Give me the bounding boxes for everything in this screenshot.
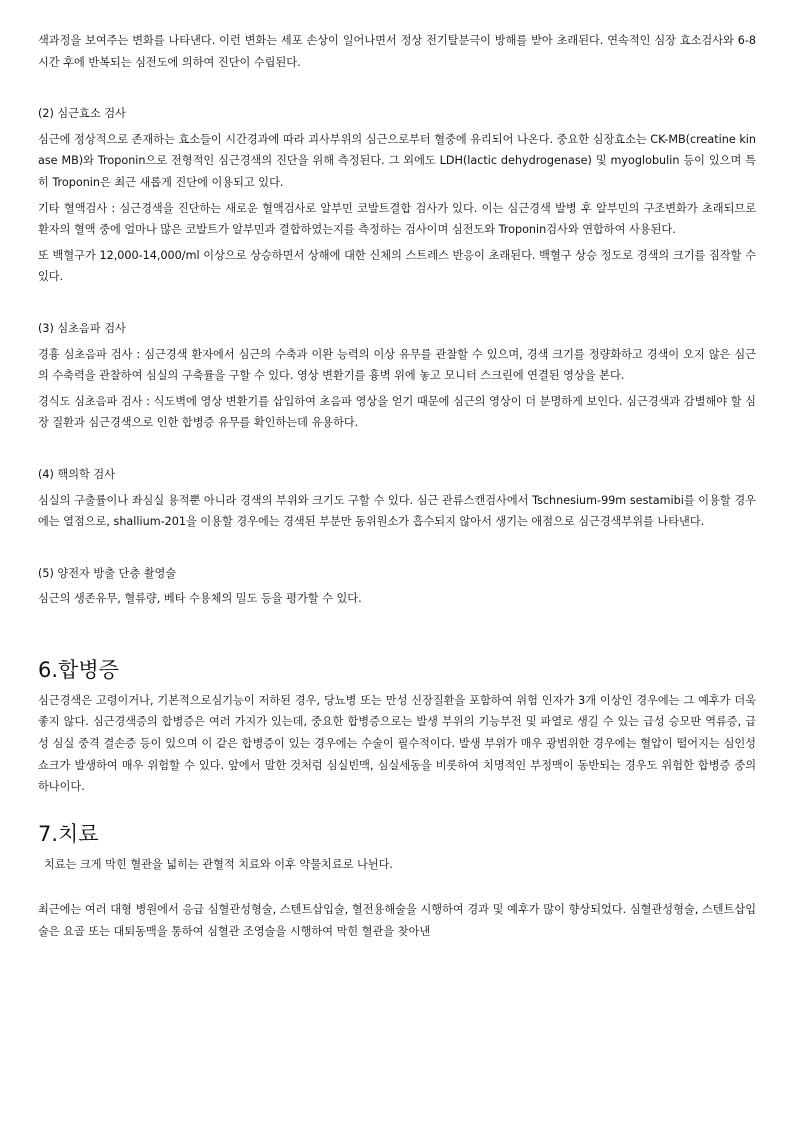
nuclear-test-heading: (4) 핵의학 검사 bbox=[38, 467, 115, 481]
echo-paragraph-2: 경식도 심초음파 검사 : 식도벽에 영상 변환기를 삽입하여 초음파 영상을 얻기 때문에 심근의 영상이 더 분명하게 보인다. 심근경색과 감별해야 할 심장 질환과 심근경색으로 인한 합병증 유무를 확인하는데 유용하다. bbox=[38, 394, 756, 430]
enzyme-paragraph-2: 기타 혈액검사 : 심근경색을 진단하는 새로운 혈액검사로 알부민 코발트결합 검사가 있다. 이는 심근경색 발병 후 알부민의 구조변화가 초래되므로 환자의 혈액 중에 얼마나 많은 코발트가 알부민과 결합하였는지를 측정하는 검사이며 심전도와 Troponin검사와 연합하여 사용된다. bbox=[38, 201, 756, 237]
pet-paragraph: 심근의 생존유무, 혈류량, 베타 수용체의 밀도 등을 평가할 수 있다. bbox=[38, 592, 362, 606]
enzyme-test-heading: (2) 심근효소 검사 bbox=[38, 107, 126, 121]
enzyme-paragraph-1: 심근에 정상적으로 존재하는 효소들이 시간경과에 따라 괴사부위의 심근으로부터 혈중에 유리되어 나온다. 중요한 심장효소는 CK-MB(creatine kinase MB)와 Troponin으로 전형적인 심근경색의 진단을 위해 측정된다. 그 외에도 LDH(lactic dehydrogenase) 및 myoglobulin 등이 있으며 특히 Troponin은 최근 새롭게 진단에 이용되고 있다. bbox=[38, 132, 756, 189]
complications-paragraph: 심근경색은 고령이거나, 기본적으로심기능이 저하된 경우, 당뇨병 또는 만성 신장질환을 포함하여 위험 인자가 3개 이상인 경우에는 그 예후가 더욱 좋지 않다. 심근경색증의 합병증은 여러 가지가 있는데, 중요한 합병증으로는 발생 부위의 기능부전 및 파열로 생길 수 있는 급성 승모판 역류증, 급성 심실 중격 결손증 등이 있으며 이 같은 합병증이 있는 경우에는 수술이 필수적이다. 발생 부위가 매우 광범위한 경우에는 혈압이 떨어지는 심인성 쇼크가 발생하여 매우 위험할 수 있다. 앞에서 말한 것처럼 심실빈맥, 심실세동을 비롯하여 치명적인 부정맥이 동반되는 경우도 위험한 합병증 중의 하나이다. bbox=[38, 693, 756, 794]
echo-paragraph-1: 경흉 심초음파 검사 : 심근경색 환자에서 심근의 수축과 이완 능력의 이상 유무를 관찰할 수 있으며, 경색 크기를 정량화하고 경색이 오지 않은 심근의 수축력을 관찰하여 심실의 구축률을 구할 수 있다. 영상 변환기를 흉벽 위에 놓고 모니터 스크린에 연결된 영상을 본다. bbox=[38, 347, 756, 383]
treatment-title: 7.치료 bbox=[38, 821, 99, 846]
nuclear-paragraph: 심실의 구출률이나 좌심실 용적뿐 아니라 경색의 부위와 크기도 구할 수 있다. 심근 관류스캔검사에서 Tschnesium-99m sestamibi를 이용할 경우에는 열점으로, shallium-201을 이용할 경우에는 경색된 부분만 동위원소가 흡수되지 않아서 생기는 애점으로 심근경색부위를 나타낸다. bbox=[38, 493, 756, 529]
complications-title: 6.합병증 bbox=[38, 657, 119, 682]
document-page bbox=[38, 30, 756, 943]
treatment-paragraph-2: 최근에는 여러 대형 병원에서 응급 심혈관성형술, 스텐트삽입술, 혈전용해술을 시행하여 경과 및 예후가 많이 향상되었다. 심혈관성형술, 스텐트삽입술은 요골 또는 대퇴동맥을 통하여 심혈관 조영술을 시행하여 막힌 혈관을 찾아낸 bbox=[38, 903, 756, 939]
echo-test-heading: (3) 심초음파 검사 bbox=[38, 321, 126, 335]
intro-paragraph: 색과정을 보여주는 변화를 나타낸다. 이런 변화는 세포 손상이 일어나면서 정상 전기탈분극이 방해를 받아 초래된다. 연속적인 심장 효소검사와 6-8시간 후에 반복되는 심전도에 의하여 진단이 수립된다. bbox=[38, 34, 756, 69]
pet-test-heading: (5) 양전자 방출 단층 촬영술 bbox=[38, 566, 177, 580]
treatment-paragraph-1: 치료는 크게 막힌 혈관을 넓히는 관혈적 치료와 이후 약물치료로 나뉜다. bbox=[44, 857, 393, 871]
enzyme-paragraph-3: 또 백혈구가 12,000-14,000/ml 이상으로 상승하면서 상해에 대한 신체의 스트레스 반응이 초래된다. 백혈구 상승 정도로 경색의 크기를 짐작할 수 있다. bbox=[38, 248, 756, 284]
